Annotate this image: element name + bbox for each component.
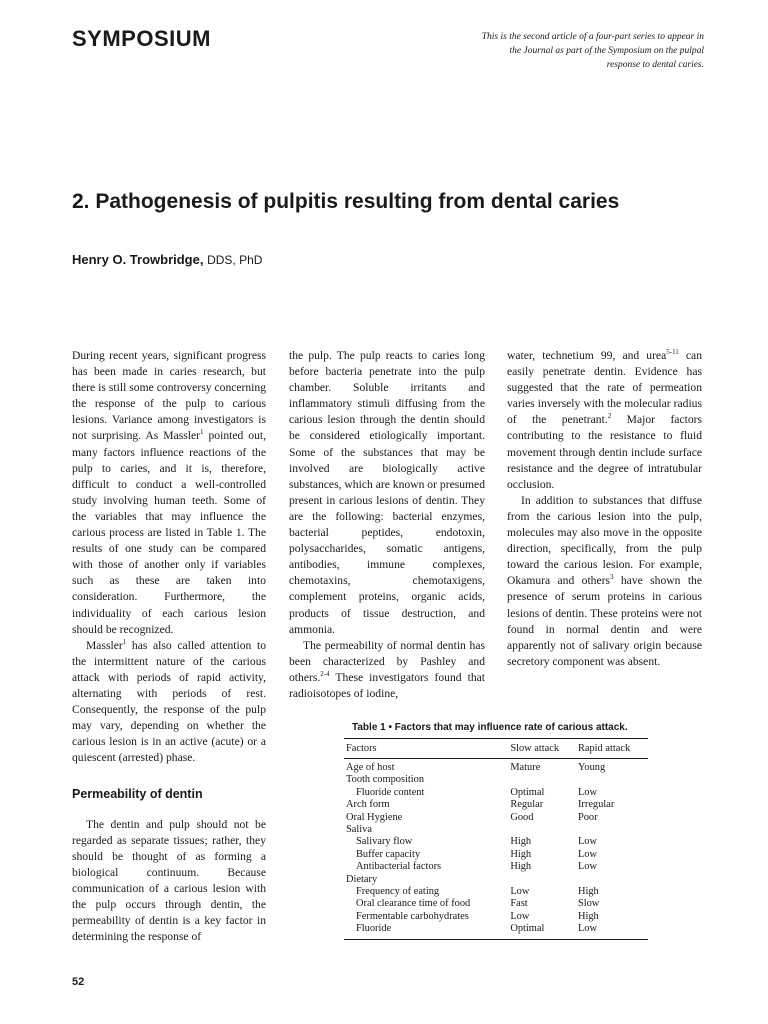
table-row: Fluoride Optimal Low [344, 923, 648, 939]
factors-table [344, 738, 648, 940]
table-row: Oral clearance time of food Fast Slow [356, 898, 600, 910]
table-row: Tooth composition [346, 774, 425, 786]
author-degrees: DDS, PhD [207, 253, 263, 267]
table-header-row [344, 739, 648, 759]
author-line [72, 252, 262, 267]
series-note: This is the second article of a four-part series to appear in the Journal as part of the Symposium on the pulpal response to dental caries. [481, 32, 704, 70]
table-row: Buffer capacity High Low [356, 848, 597, 860]
column-header-slow: Slow attack [508, 739, 576, 759]
article-title: 2. Pathogenesis of pulpitis resulting from dental caries [72, 190, 620, 213]
paragraph: the pulp. The pulp reacts to caries long before bacteria penetrate into the pulp chamber. Soluble irritants and inflammatory stimuli diffusing from the carious lesion through the dentin should be considered etiologically important. Some of the substances that may be involved are biologically active substances, which are known or presumed present in carious lesions of dentin. They are the following: bacterial enzymes, bacterial peptides, endotoxin, polysaccharides, somatic antigens, antibodies, immune complexes, chemotaxins, chemotaxigens, complement proteins, organic acids, products of tissue destruction, and ammonia. [289, 349, 485, 636]
table-row: Oral Hygiene Good Poor [346, 811, 598, 823]
body-column-2 [289, 348, 485, 702]
table-row: Fluoride content Optimal Low [356, 786, 597, 798]
table-row: Arch form Regular Irregular [346, 799, 615, 811]
section-heading: SYMPOSIUM [72, 26, 211, 51]
table-row: Saliva [346, 824, 372, 836]
table-row: Age of host Mature Young [346, 762, 606, 773]
author-name: Henry O. Trowbridge, [72, 252, 204, 267]
paragraph: water, technetium 99, and urea$^{5-11}$ can easily penetrate dentin. Evidence has suggested that the rate of permeation varies inversely with the molecular radius of the penetrant.$^2$ Major factors contributing to the resistance to fluid movement through dentin include surface resistance and the degree of intratubular occlusion. [507, 348, 702, 491]
table-caption: Table 1 • Factors that may influence rate of carious attack. [352, 722, 628, 733]
table-row: Frequency of eating Low High [356, 886, 599, 898]
column-header-factors: Factors [344, 739, 508, 759]
table-row: Fermentable carbohydrates Low High [356, 910, 599, 922]
paragraph: The dentin and pulp should not be regarded as separate tissues; rather, they should be thought of as forming a biological continuum. Because communication of a carious lesion with the pulp occurs through dentin, the permeability of dentin is a key factor in determining the response of [72, 817, 266, 944]
paragraph: The permeability of normal dentin has been characterized by Pashley and others.$^{2-4}$ These investigators found that radioisotopes of iodine, [289, 638, 485, 700]
paragraph: In addition to substances that diffuse from the carious lesion into the pulp, molecules may also move in the opposite direction, specifically, from the pulp toward the carious lesion. For example, Okamura and others$^3$ have shown the presence of serum proteins in carious lesions of dentin. These proteins were not found in normal dentin and were apparently not of salivary origin because secretory component was absent. [507, 493, 702, 668]
table-row: Dietary [346, 873, 378, 885]
table-row: Antibacterial factors High Low [356, 861, 597, 873]
paragraph: Massler$^1$ has also called attention to the intermittent nature of the carious attack with periods of rapid activity, alternating with periods of rest. Consequently, the response of the pulp may vary, depending on whether the carious lesion is in an active (acute) or a quiescent (arrested) phase. [72, 637, 266, 765]
column-header-rapid: Rapid attack [576, 739, 648, 759]
page-number: 52 [72, 976, 85, 988]
body-column-1 [72, 348, 266, 945]
table-row: Salivary flow High Low [356, 836, 597, 848]
paragraph: During recent years, significant progress has been made in caries research, but there is still some controversy concerning the response of the pulp to carious lesions. Variance among investigators is not surprising. As Massler$^1$ pointed out, many factors influence reactions of the pulp to caries, and it is, therefore, difficult to conduct a well-controlled study involving human teeth. Some of the variables that may influence the carious process are listed in Table 1. The results of one study can be compared with those of another only if variables such as these are taken into consideration. Furthermore, the individuality of each carious lesion should be recognized. [72, 349, 266, 636]
body-column-3 [507, 348, 702, 670]
section-subheading: Permeability of dentin [72, 787, 203, 802]
